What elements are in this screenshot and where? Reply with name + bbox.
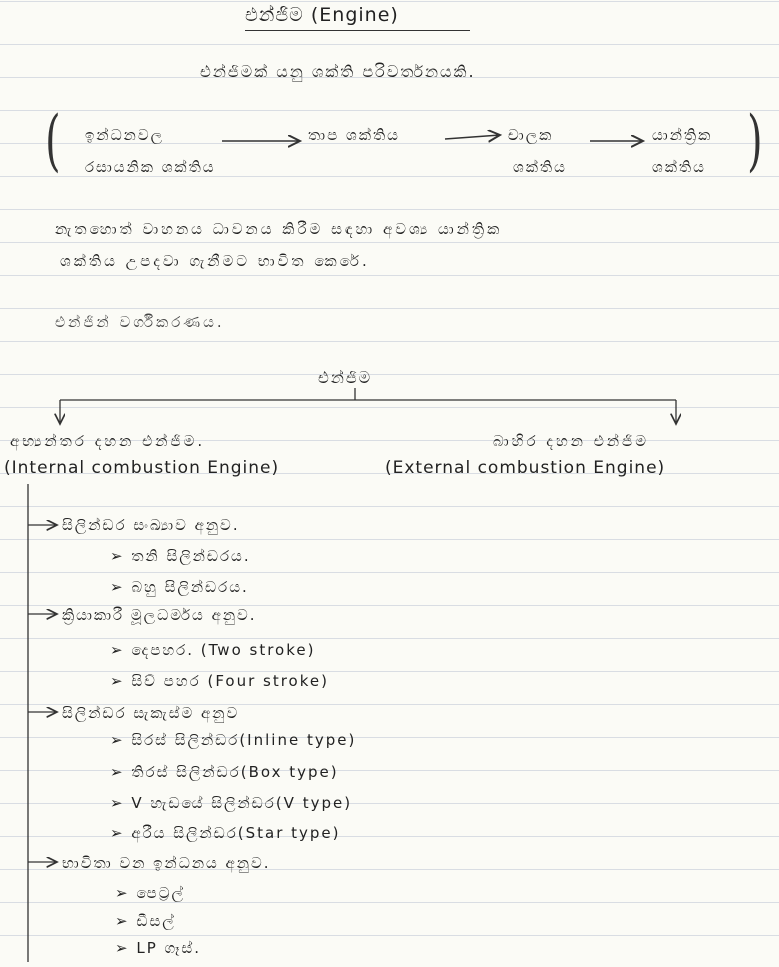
category-heading: භාවිතා වන ඉන්ධනය අනුව. (62, 854, 271, 872)
list-item: ➢ ඩීසල් (115, 912, 176, 930)
paragraph-line-2: ශක්තිය උපදවා ගැනීමට භාවිත කෙරේ. (60, 252, 370, 270)
flow-fuel-line2: රසායනික ශක්තිය (85, 158, 216, 176)
external-engine-english: (External combustion Engine) (385, 458, 666, 478)
list-item: ➢ තිරස් සිලින්ඩර(Box type) (110, 763, 339, 781)
section-title: එන්ජින් වර්ගීකරණය. (55, 313, 225, 331)
list-item: ➢ බහු සිලින්ඩරය. (110, 578, 249, 596)
flow-arrow-2 (445, 135, 500, 139)
right-parenthesis: ) (747, 102, 763, 179)
list-item: ➢ පෙට්‍රල් (115, 884, 185, 902)
flow-mechanical-line2: ශක්තිය (652, 158, 706, 176)
flow-mechanical-line1: යාන්ත්‍රික (652, 126, 713, 144)
list-item: ➢ අරීය සිලින්ඩර(Star type) (110, 824, 341, 842)
flow-kinetic-line1: චාලක (508, 126, 554, 144)
category-heading: සිලින්ඩර සැකැස්ම අනුව (62, 704, 240, 722)
tree-root: එන්ජිම (318, 368, 373, 387)
internal-engine-english: (Internal combustion Engine) (4, 458, 280, 478)
flow-kinetic-line2: ශක්තිය (513, 158, 567, 176)
category-heading: සිලින්ඩර සංඛ්‍යාව අනුව. (62, 516, 240, 534)
list-item: ➢ සිරස් සිලින්ඩර(Inline type) (110, 731, 357, 749)
category-heading: ක්‍රියාකාරී මූලධර්මය අනුව. (62, 606, 257, 624)
flow-fuel-line1: ඉන්ධනවල (85, 126, 165, 144)
list-item: ➢ සිව් පහර (Four stroke) (110, 672, 329, 690)
external-engine-label: බාහිර දහන එන්ජිම (493, 432, 649, 450)
left-parenthesis: ( (45, 102, 61, 179)
page-title: එන්ජිම (Engine) (245, 4, 399, 26)
list-item: ➢ V හැඩයේ සිලින්ඩර(V type) (110, 794, 353, 812)
internal-engine-label: අභ්‍යන්තර දහන එන්ජිම. (10, 432, 206, 450)
paragraph-line-1: නැතහොත් වාහනය ධාවනය කිරීම සඳහා අවශ්‍ය යාන්ත්‍රික (55, 220, 503, 238)
definition-heading: එන්ජිමක් යනු ශක්ති පරිවර්තනයකි. (200, 62, 476, 81)
list-item: ➢ දෙපහර. (Two stroke) (110, 641, 316, 659)
list-item: ➢ තනි සිලින්ඩරය. (110, 547, 251, 565)
list-item: ➢ LP ගෑස්. (115, 939, 201, 957)
flow-heat: තාප ශක්තිය (308, 126, 400, 144)
title-underline (245, 30, 470, 31)
